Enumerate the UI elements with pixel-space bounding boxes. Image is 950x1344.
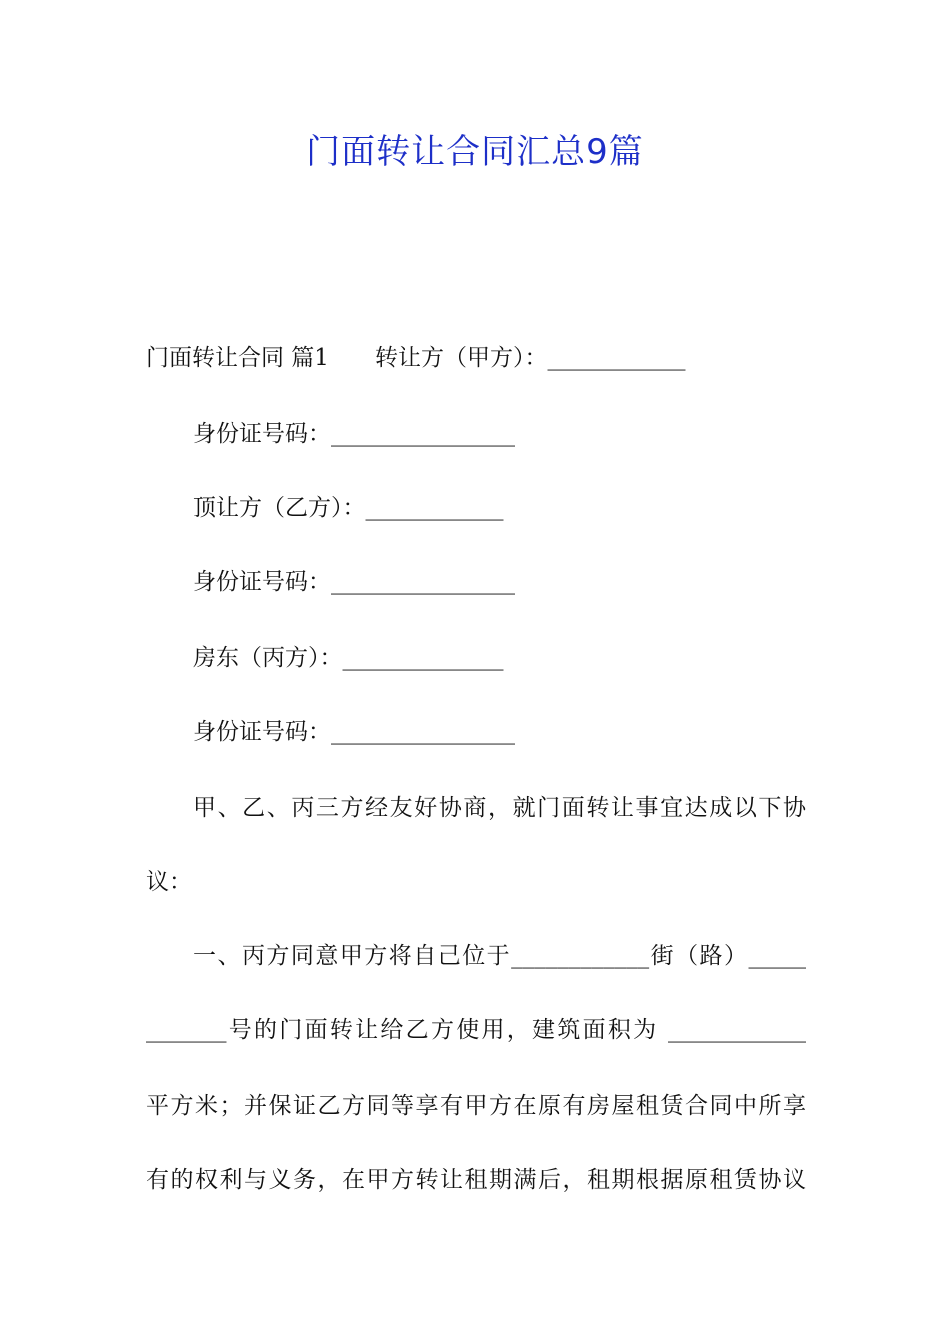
document-title: 门面转让合同汇总9篇 <box>306 132 644 172</box>
transferor-id-field: 身份证号码：________________ <box>193 421 515 447</box>
section-heading: 门面转让合同 篇1 <box>146 345 329 371</box>
agreement-paragraph-line: 甲、乙、丙三方经友好协商，就门面转让事宜达成以下协 <box>193 795 806 821</box>
clause-paragraph-line: _______号的门面转让给乙方使用，建筑面积为 ____________ <box>146 1017 806 1043</box>
agreement-paragraph-line: 议： <box>146 869 192 895</box>
transferee-field: 顶让方（乙方）：____________ <box>193 495 504 521</box>
landlord-id-field: 身份证号码：________________ <box>193 719 515 745</box>
transferee-id-field: 身份证号码：________________ <box>193 569 515 595</box>
transferor-field: 转让方（甲方）：____________ <box>374 345 686 371</box>
contract-heading-line <box>146 340 806 376</box>
clause-paragraph-line: 平方米；并保证乙方同等享有甲方在原有房屋租赁合同中所享 <box>146 1093 806 1119</box>
clause-paragraph-line: 有的权利与义务，在甲方转让租期满后，租期根据原租赁协议 <box>146 1167 806 1193</box>
landlord-field: 房东（丙方）：______________ <box>193 645 504 671</box>
clause-paragraph-line: 一、丙方同意甲方将自己位于____________街（路）_____ <box>193 943 806 969</box>
